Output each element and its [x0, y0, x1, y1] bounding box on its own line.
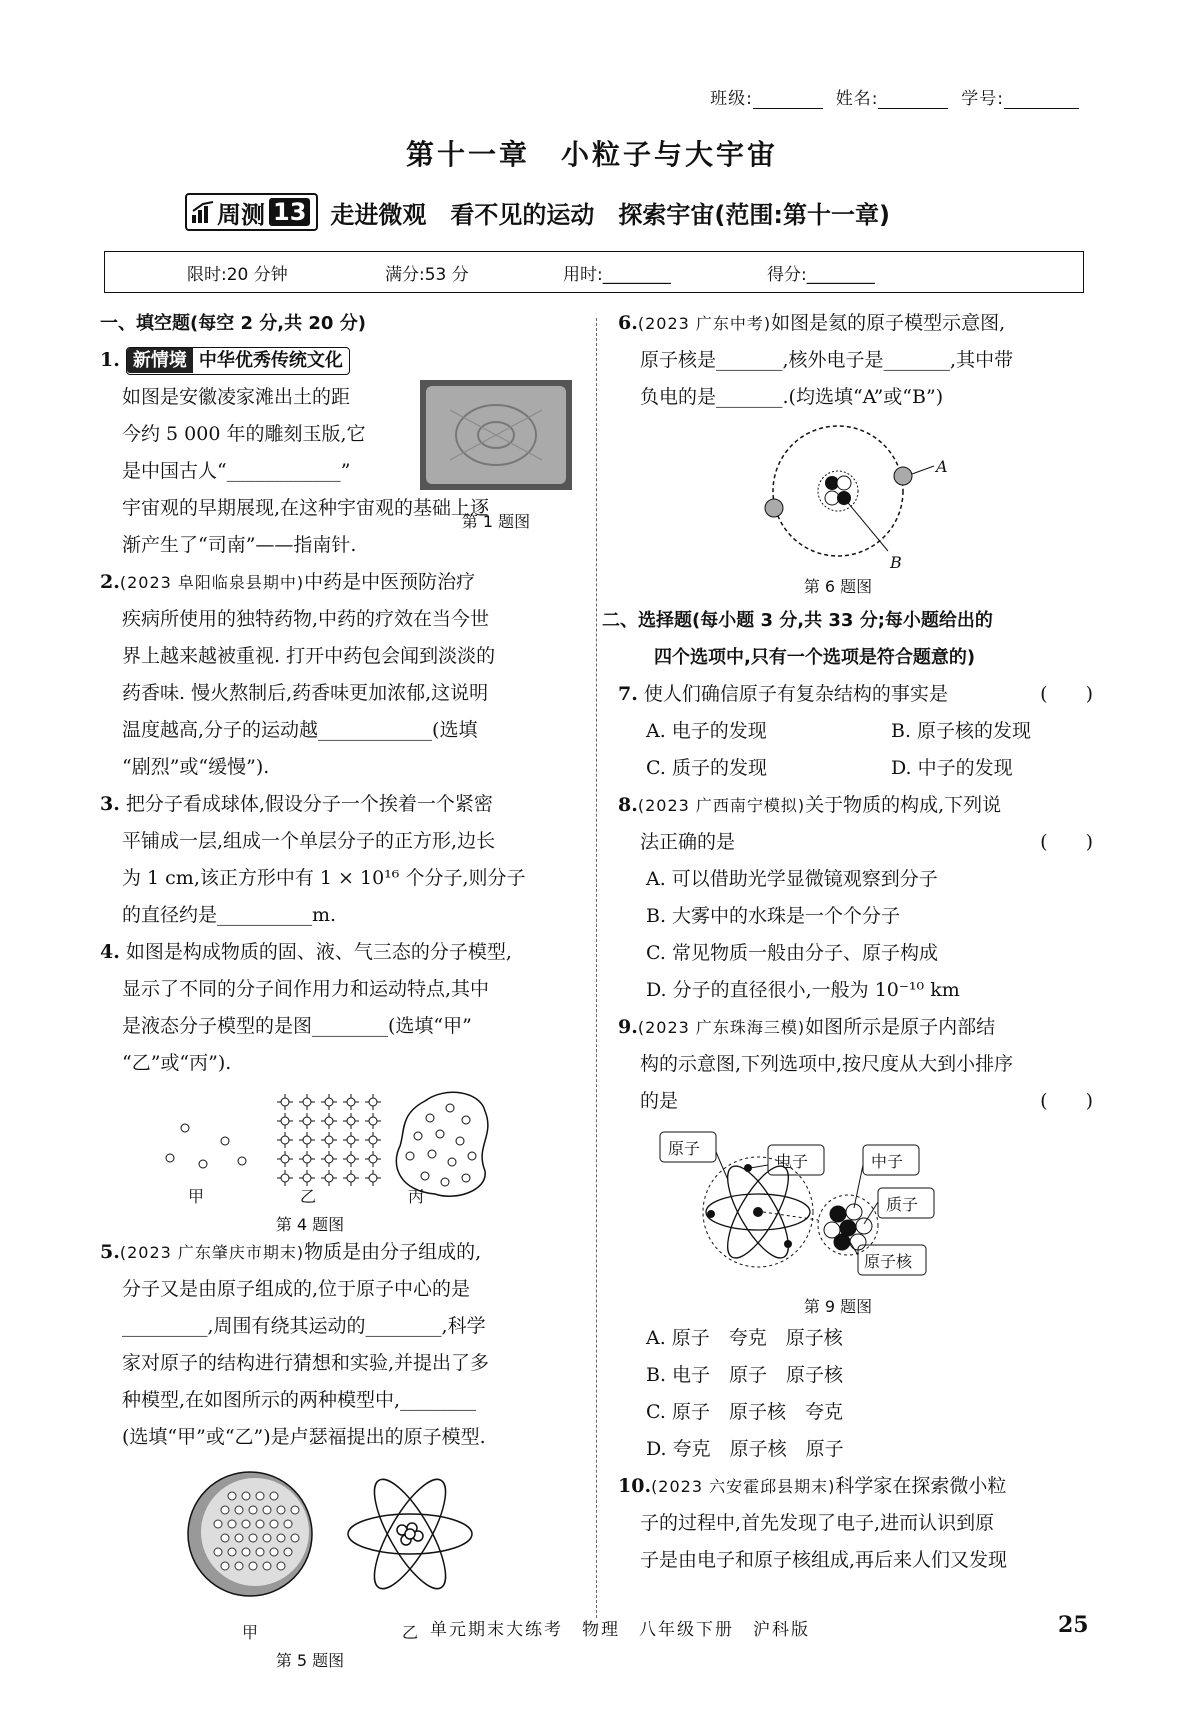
- solid-molecule: [347, 1155, 355, 1163]
- q9-answer-paren[interactable]: ( ): [1040, 1090, 1093, 1112]
- name-label: 姓名:: [835, 89, 879, 109]
- q1-line1: 如图是安徽凌家滩出土的距: [122, 386, 351, 408]
- pudding-electron: [270, 1492, 278, 1500]
- q5-line4: 家对原子的结构进行猜想和实验,并提出了多: [122, 1352, 490, 1374]
- solid-molecule: [303, 1136, 311, 1144]
- question-9: [618, 1009, 1093, 1468]
- q1-line2: 今约 5 000 年的雕刻玉版,它: [122, 423, 366, 445]
- q4-label-bing: 丙: [408, 1187, 425, 1206]
- pudding-electron: [242, 1548, 250, 1556]
- pudding-electron: [228, 1548, 236, 1556]
- pudding-electron: [291, 1506, 299, 1514]
- solid-molecule: [369, 1136, 377, 1144]
- question-7: [618, 676, 1093, 787]
- q1-line3: 是中国古人“____________”: [122, 460, 351, 482]
- right-column: [602, 305, 1093, 1579]
- pudding-electron: [214, 1520, 222, 1528]
- pudding-electron: [242, 1520, 250, 1528]
- q8-option-c[interactable]: C. 常见物质一般由分子、原子构成: [646, 942, 938, 964]
- pudding-electron: [277, 1506, 285, 1514]
- q6-line1: 如图是氦的原子模型示意图,: [771, 312, 1006, 334]
- q2-line2: 疾病所使用的独特药物,中药的疗效在当今世: [122, 608, 490, 630]
- rutherford-model: [348, 1470, 472, 1597]
- q6-source: (2023 广东中考): [637, 314, 772, 333]
- gas-model: [166, 1124, 246, 1168]
- pudding-electron: [263, 1506, 271, 1514]
- solid-molecule: [369, 1117, 377, 1125]
- q2-number: 2.: [100, 571, 120, 593]
- question-2: [100, 564, 580, 786]
- q6-figure: [618, 416, 1093, 602]
- q1-tag: [126, 347, 350, 375]
- q2-line4: 药香味. 慢火熬制后,药香味更加浓郁,这说明: [122, 682, 489, 704]
- question-1: [100, 342, 580, 564]
- used-time[interactable]: 用时:________: [563, 264, 671, 285]
- molecule-models-diagram: [100, 1086, 580, 1204]
- q8-line2: 法正确的是: [640, 831, 736, 853]
- q9-label-proton: 质子: [886, 1195, 919, 1214]
- q9-number: 9.: [618, 1016, 638, 1038]
- q9-line3: 的是: [640, 1090, 679, 1112]
- q7-answer-paren[interactable]: ( ): [1040, 683, 1093, 705]
- section-2-heading-line1: 二、选择题(每小题 3 分,共 33 分;每小题给出的: [602, 610, 993, 631]
- solid-molecule: [303, 1155, 311, 1163]
- pudding-electron: [242, 1492, 250, 1500]
- q10-line3: 子是由电子和原子核组成,再后来人们又发现: [640, 1549, 1008, 1571]
- solid-molecule: [347, 1136, 355, 1144]
- q5-line1: 物质是由分子组成的,: [304, 1241, 482, 1263]
- solid-molecule: [303, 1117, 311, 1125]
- q4-caption: 第 4 题图: [275, 1215, 345, 1234]
- atom-models-diagram: [100, 1462, 580, 1612]
- q1-tag-dark: 新情境: [127, 348, 193, 373]
- q2-line3: 界上越来越被重视. 打开中药包会闻到淡淡的: [122, 645, 496, 667]
- q2-line1: 中药是中医预防治疗: [304, 571, 476, 593]
- class-label: 班级:: [710, 89, 753, 109]
- q3-number: 3.: [100, 793, 120, 815]
- pudding-electron: [277, 1562, 285, 1570]
- q4-figure: [100, 1086, 580, 1234]
- full-score: 满分:53 分: [385, 264, 469, 285]
- q9-line1: 如图所示是原子内部结: [805, 1016, 996, 1038]
- section-2-heading-line2: 四个选项中,只有一个选项是符合题意的): [654, 647, 976, 668]
- solid-molecule: [347, 1098, 355, 1106]
- q4-number: 4.: [100, 941, 120, 963]
- id-label: 学号:: [961, 89, 1004, 109]
- q8-option-d[interactable]: D. 分子的直径很小,一般为 10⁻¹⁰ km: [646, 979, 960, 1001]
- q8-line1: 关于物质的构成,下列说: [805, 794, 1002, 816]
- q6-number: 6.: [618, 312, 638, 334]
- solid-molecule: [369, 1098, 377, 1106]
- pudding-electron: [249, 1562, 257, 1570]
- q5-source: (2023 广东肇庆市期末): [119, 1243, 305, 1262]
- q5-line5: 种模型,在如图所示的两种模型中,________: [122, 1389, 477, 1411]
- jade-tablet-photo: [420, 380, 572, 490]
- question-10: [618, 1468, 1093, 1579]
- q10-source: (2023 六安霍邱县期末): [651, 1477, 836, 1496]
- pudding-electron: [263, 1534, 271, 1542]
- q4-line3: 是液态分子模型的是图________(选填“甲”: [122, 1015, 472, 1037]
- q2-line5: 温度越高,分子的运动越____________(选填: [122, 719, 478, 741]
- pudding-electron: [256, 1520, 264, 1528]
- q9-label-nucleus: 原子核: [864, 1252, 913, 1271]
- column-divider: [596, 318, 597, 1618]
- q6-label-a: A: [936, 457, 948, 476]
- pudding-electron: [284, 1520, 292, 1528]
- pudding-electron: [277, 1534, 285, 1542]
- q10-line2: 子的过程中,首先发现了电子,进而认识到原: [640, 1512, 995, 1534]
- q9-option-d[interactable]: D. 夸克 原子核 原子: [646, 1438, 844, 1460]
- score[interactable]: 得分:________: [767, 264, 875, 285]
- q9-figure: [618, 1120, 1093, 1320]
- pudding-electron: [235, 1506, 243, 1514]
- q1-caption: 第 1 题图: [461, 512, 531, 531]
- q3-line4: 的直径约是__________m.: [122, 904, 337, 926]
- badge-number: 13: [269, 198, 310, 226]
- q2-source: (2023 阜阳临泉县期中): [119, 573, 305, 592]
- badge-text: 周测: [217, 200, 265, 229]
- q1-number: 1.: [100, 349, 120, 371]
- q1-line5: 渐产生了“司南”——指南针.: [122, 534, 357, 556]
- weekly-test-heading: [185, 194, 890, 230]
- pudding-electron: [221, 1534, 229, 1542]
- solid-molecule: [325, 1098, 333, 1106]
- solid-molecule: [325, 1136, 333, 1144]
- pudding-electron: [270, 1548, 278, 1556]
- pudding-electron: [256, 1492, 264, 1500]
- q2-line6: “剧烈”或“缓慢”).: [122, 756, 270, 778]
- question-4: [100, 934, 580, 1234]
- solid-molecule: [347, 1117, 355, 1125]
- q8-source: (2023 广西南宁模拟): [637, 796, 806, 815]
- q4-label-yi: 乙: [300, 1187, 317, 1206]
- pudding-electron: [256, 1548, 264, 1556]
- solid-molecule: [281, 1098, 289, 1106]
- pudding-electron: [249, 1534, 257, 1542]
- solid-molecule: [281, 1155, 289, 1163]
- subtitle-text: 走进微观 看不见的运动 探索宇宙(范围:第十一章): [330, 200, 890, 229]
- q7-stem: 使人们确信原子有复杂结构的事实是: [643, 683, 948, 705]
- q5-caption: 第 5 题图: [275, 1651, 345, 1670]
- q5-label-jia: 甲: [242, 1623, 259, 1642]
- q5-number: 5.: [100, 1241, 120, 1263]
- solid-molecule: [281, 1136, 289, 1144]
- q7-option-b[interactable]: B. 原子核的发现: [891, 720, 1032, 742]
- q9-line2: 构的示意图,下列选项中,按尺度从大到小排序: [640, 1053, 1014, 1075]
- q9-caption: 第 9 题图: [803, 1297, 873, 1316]
- q1-figure: [420, 380, 572, 540]
- pudding-electron: [235, 1534, 243, 1542]
- solid-molecule: [325, 1174, 333, 1182]
- q6-line2: 原子核是_______,核外电子是_______,其中带: [640, 349, 1014, 371]
- q4-line4: “乙”或“丙”).: [122, 1052, 232, 1074]
- q1-line4: 宇宙观的早期展现,在这种宇宙观的基础上逐: [122, 497, 490, 519]
- pudding-electron: [221, 1506, 229, 1514]
- q4-line1: 如图是构成物质的固、液、气三态的分子模型,: [125, 941, 512, 963]
- solid-molecule: [325, 1117, 333, 1125]
- name-blank[interactable]: [878, 90, 948, 109]
- q8-answer-paren[interactable]: ( ): [1040, 831, 1093, 853]
- question-8: [618, 787, 1093, 1009]
- pudding-electron: [221, 1562, 229, 1570]
- pudding-electron: [291, 1534, 299, 1542]
- time-limit: 限时:20 分钟: [187, 264, 288, 285]
- bar-chart-icon: [191, 201, 217, 223]
- q7-number: 7.: [618, 683, 638, 705]
- q4-line2: 显示了不同的分子间作用力和运动特点,其中: [122, 978, 490, 1000]
- test-info-box: [104, 251, 1084, 293]
- chapter-title: 第十一章 小粒子与大宇宙: [405, 138, 778, 171]
- q7-option-c[interactable]: C. 质子的发现: [646, 757, 767, 779]
- footer-text: 单元期末大练考 物理 八年级下册 沪科版: [430, 1620, 810, 1640]
- q6-line3: 负电的是_______.(均选填“A”或“B”): [640, 386, 944, 408]
- q5-line6: (选填“甲”或“乙”)是卢瑟福提出的原子模型.: [122, 1426, 486, 1448]
- pudding-electron: [284, 1548, 292, 1556]
- student-info-line: [710, 84, 1079, 109]
- pudding-electron: [263, 1562, 271, 1570]
- left-column: [100, 305, 580, 1672]
- plum-pudding-model: [188, 1472, 312, 1596]
- solid-molecule: [281, 1117, 289, 1125]
- q8-option-a[interactable]: A. 可以借助光学显微镜观察到分子: [646, 868, 938, 890]
- pudding-electron: [249, 1506, 257, 1514]
- pudding-electron: [228, 1492, 236, 1500]
- q7-option-a[interactable]: A. 电子的发现: [646, 720, 767, 742]
- q8-number: 8.: [618, 794, 638, 816]
- q1-tag-text: 中华优秀传统文化: [198, 350, 343, 371]
- q9-option-a[interactable]: A. 原子 夸克 原子核: [646, 1327, 843, 1349]
- q4-label-jia: 甲: [188, 1187, 205, 1206]
- id-blank[interactable]: [1004, 90, 1079, 109]
- question-5: [100, 1234, 580, 1672]
- class-blank[interactable]: [753, 90, 823, 109]
- pudding-electron: [214, 1548, 222, 1556]
- q3-line1: 把分子看成球体,假设分子一个挨着一个紧密: [125, 793, 493, 815]
- helium-atom-diagram: [618, 416, 1093, 576]
- q9-source: (2023 广东珠海三模): [637, 1018, 806, 1037]
- q8-option-b[interactable]: B. 大雾中的水珠是一个个分子: [646, 905, 901, 927]
- pudding-electron: [228, 1520, 236, 1528]
- q5-label-yi: 乙: [402, 1623, 419, 1642]
- q9-option-c[interactable]: C. 原子 原子核 夸克: [646, 1401, 843, 1423]
- q3-line2: 平铺成一层,组成一个单层分子的正方形,边长: [122, 830, 496, 852]
- q9-label-electron: 电子: [776, 1152, 809, 1171]
- solid-molecule: [303, 1098, 311, 1106]
- q9-option-b[interactable]: B. 电子 原子 原子核: [646, 1364, 844, 1386]
- q9-label-atom: 原子: [668, 1139, 701, 1158]
- solid-molecule: [347, 1174, 355, 1182]
- section-1-heading: 一、填空题(每空 2 分,共 20 分): [100, 313, 366, 334]
- page-number: 25: [1058, 1612, 1089, 1638]
- solid-model: [277, 1094, 381, 1186]
- solid-molecule: [369, 1174, 377, 1182]
- question-3: [100, 786, 580, 934]
- q6-label-b: B: [890, 553, 902, 572]
- q6-caption: 第 6 题图: [803, 577, 873, 596]
- solid-molecule: [369, 1155, 377, 1163]
- weekly-test-badge: [185, 193, 318, 231]
- q10-number: 10.: [618, 1475, 652, 1497]
- solid-molecule: [325, 1155, 333, 1163]
- q5-line2: 分子又是由原子组成的,位于原子中心的是: [122, 1278, 471, 1300]
- solid-molecule: [281, 1174, 289, 1182]
- q9-label-neutron: 中子: [871, 1152, 904, 1171]
- pudding-electron: [235, 1562, 243, 1570]
- q10-line1: 科学家在探索微小粒: [835, 1475, 1007, 1497]
- question-6: [618, 305, 1093, 602]
- q5-figure: [100, 1462, 580, 1672]
- q5-line3: _________,周围有绕其运动的________,科学: [122, 1315, 486, 1337]
- pudding-electron: [270, 1520, 278, 1528]
- q3-line3: 为 1 cm,该正方形中有 1 × 10¹⁶ 个分子,则分子: [122, 867, 526, 889]
- q7-option-d[interactable]: D. 中子的发现: [891, 757, 1013, 779]
